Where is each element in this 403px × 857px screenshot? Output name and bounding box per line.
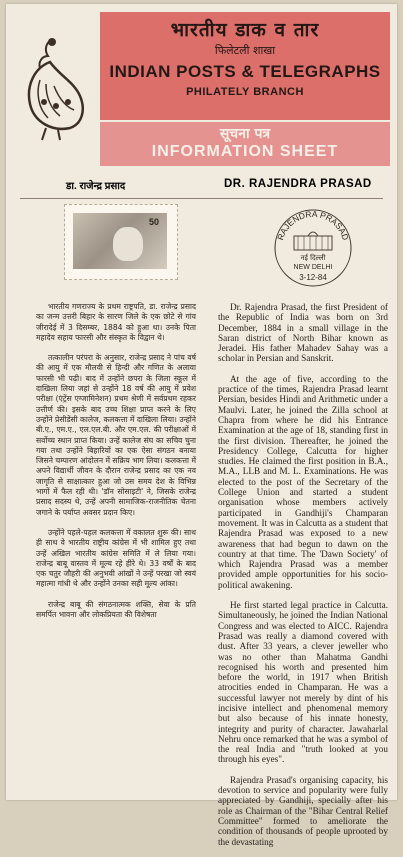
postmark-cancellation	[264, 204, 362, 290]
english-title: INDIAN POSTS & TELEGRAPHS	[109, 62, 381, 81]
hindi-paragraph: तत्कालीन परंपरा के अनुसार, राजेन्द्र प्रसाद ने पांच वर्ष की आयु में एक मौलवी से हिन्दी और गणित के अलावा फारसी भी पढ़ी। बाद में उन्होंने छपरा के जिला स्कूल में दाखिला लिया जहां से उन्होंने 18 वर्ष की आयु में प्रवेश परीक्षा (एंट्रेंस एग्जामिनेशन) प्रथम श्रेणी में सर्वप्रथम रहकर उत्तीर्ण की। इसके बाद उच्च शिक्षा प्राप्त करने के लिए उन्होंने प्रेसीडेंसी कालेज, कलकत्ता में दाखिला लिया। उन्होंने बी.ए., एम.ए., एल.एल.बी. और एम.एल. की परीक्षाओं में सर्वोच्च स्थान प्राप्त किया। उन्हें कालेज संघ का सचिव चुना गया तथा उन्होंने बिहारियों का एक ऐसा संगठन बनाया जिसने चम्पारण आंदोलन में सक्रिय भाग लिया। कलकत्ता में अपने विद्यार्थी जीवन के दौरान राजेन्द्र प्रसाद का एक नव जागृति से साक्षात्कार हुआ जो उस समय देश के विभिन्न भागों में फैल रही थी। 'डॉन सोसाइटी' ने, जिसके राजेन्द्र प्रसाद सदस्य थे, उन्हें अपनी सामाजिक-राजनीतिक चेतना जगाने के पर्याप्त अवसर प्रदान किए।	[36, 353, 196, 517]
english-paragraph: He first started legal practice in Calcutta. Simultaneously, he joined the Indian National Congress and was elected to AICC. Rajendra Prasad was really a diamond covered with dust. After 33 years, a clever jeweller who was no other than Mahatma Gandhi recognised his worth and presented him before the world, in 1917 when British atrocities ended in Champaran. He was a successful lawyer not merely by dint of his incisive intellect and phenomenal memory but also because of his innate honesty, integrity and purity of character. Jawaharlal Nehru once remarked that he was a symbol of the real India and "truth looked at you through his eyes".	[218, 600, 388, 765]
postage-stamp	[64, 204, 178, 280]
hindi-branch: फिलेटली शाखा	[214, 44, 276, 57]
subject-name-english: DR. RAJENDRA PRASAD	[224, 178, 372, 190]
postmark-arc-text: RAJENDRA PRASAD	[275, 208, 351, 242]
header-banner	[100, 12, 390, 120]
hindi-paragraph: उन्होंने पहले-पहल कलकत्ता में वकालत शुरू की। साथ ही साथ वे भारतीय राष्ट्रीय कांग्रेस में भी शामिल हुए तथा उन्हें अखिल भारतीय कांग्रेस समिति में ले लिया गया। राजेन्द्र बाबू वास्तव में मूल्य रहे हीरे थे। 33 वर्षों के बाद एक चतुर जौहरी की अनुभवी आंखों ने उन्हें परखा जो स्वयं महात्मा गांधी थे और उन्होंने उनका सही मूल्य आंका।	[36, 527, 196, 589]
information-sheet	[6, 4, 397, 847]
divider	[20, 198, 383, 199]
english-paragraph: Rajendra Prasad's organising capacity, his devotion to service and popularity were fully appreciated by Gandhiji, specially after his role as Chairman of the "Bihar Central Relief Committee" formed to ameliorate the condition of thousands of people uprooted by the devastating	[218, 774, 388, 847]
hindi-info-title: सूचना पत्र	[219, 126, 271, 142]
postmark-date: 3-12-84	[299, 273, 327, 282]
english-paragraph: At the age of five, according to the practice of the times, Rajendra Prasad learnt Persian, besides Hindi and Arithmetic under a Maulvi. Later, he joined the Zilla school at Chapra from where he did his Entrance Examination at the age of 18, standing first in the first division. Thereafter, he joined the Presidency College, Calcutta for higher studies. He claimed the first position in B.A., M.A., LLB and M. L. Examinations. He was elected to the post of the Secretary of the College Union and started a student organisation whose members actively participated in Gandhiji's Champaran movement. It was in Calcutta as a student that Rajendra Prasad was exposed to a new awareness that had begun to dawn on the country at that time. The 'Dawn Society' of which Rajendra Prasad was a member provided ample opportunities for his socio-political awakening.	[218, 373, 388, 590]
info-banner	[100, 122, 390, 166]
subject-name-hindi: डा. राजेन्द्र प्रसाद	[66, 181, 126, 192]
hindi-text-column	[36, 302, 196, 630]
stamp-value: 50	[148, 217, 159, 227]
portrait-icon	[113, 227, 143, 261]
hindi-paragraph: भारतीय गणराज्य के प्रथम राष्ट्रपति, डा. राजेन्द्र प्रसाद का जन्म उत्तरी बिहार के सारण जिले के एक छोटे से गांव जीरादेई में 3 दिसम्बर, 1884 को हुआ था। उनके पिता महादेव सहाय फारसी और संस्कृत के विद्वान थे।	[36, 302, 196, 342]
english-text-column	[218, 302, 388, 857]
english-info-title: INFORMATION SHEET	[151, 143, 339, 160]
building-icon	[294, 236, 332, 250]
stamp-image	[73, 213, 167, 269]
hindi-paragraph: राजेन्द्र बाबू की संगठनात्मक शक्ति, सेवा के प्रति समर्पित भावना और लोकप्रियता की विशेषता	[36, 599, 196, 620]
english-paragraph: Dr. Rajendra Prasad, the first President of the Republic of India was born on 3rd December, 1884 in a small village in the Saran district of North Bihar known as Jeradei. His father Mahadev Sahay was a scholar in Persian and Sanskrit.	[218, 302, 388, 364]
postmark-city-english: NEW DELHI	[293, 264, 333, 271]
postmark-city-hindi: नई दिल्ली	[300, 254, 326, 262]
hindi-title: भारतीय डाक व तार	[170, 19, 320, 41]
peacock-emblem-icon	[16, 32, 88, 142]
english-branch: PHILATELY BRANCH	[186, 86, 304, 98]
